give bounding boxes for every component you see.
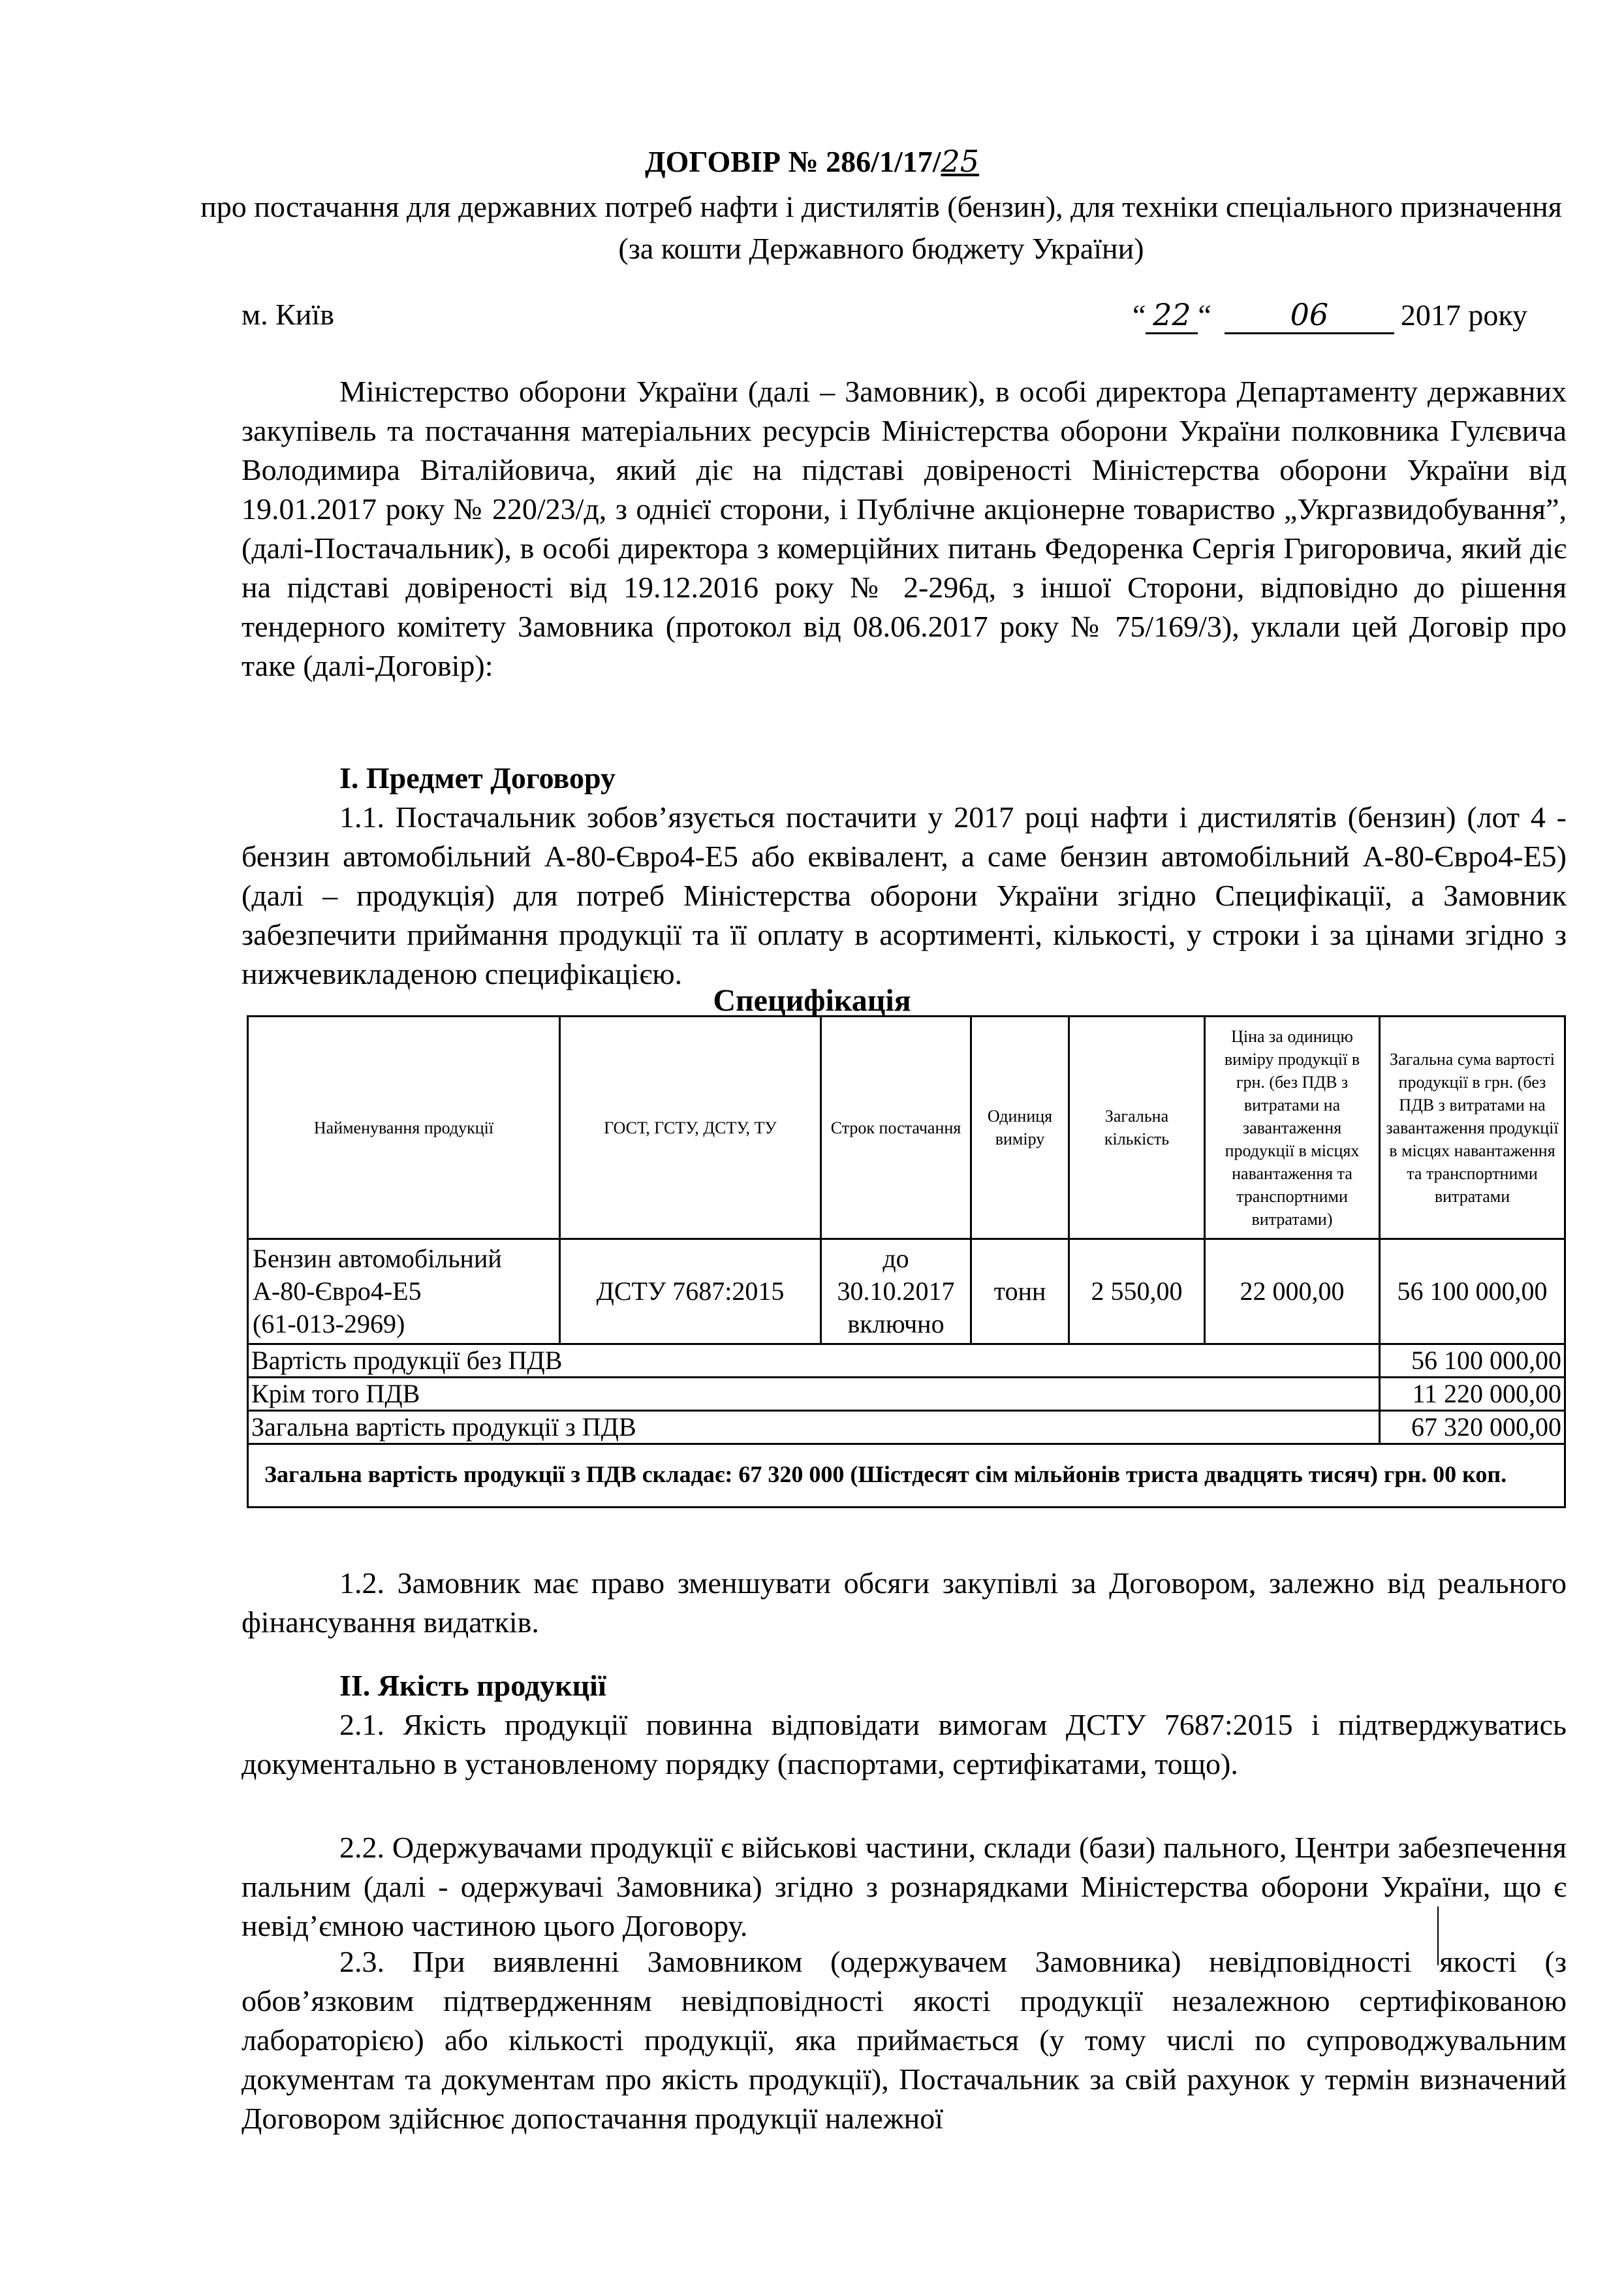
table-header-row xyxy=(248,1017,1565,1239)
cell-product-name xyxy=(248,1239,560,1344)
clause-1-2 xyxy=(242,1564,1567,1642)
product-code: (61-013-2969) xyxy=(253,1309,405,1338)
summary-value: 56 100 000,00 xyxy=(1380,1344,1565,1378)
contract-date xyxy=(1132,297,1527,334)
total-in-words-row xyxy=(248,1444,1565,1508)
quote-open: “ xyxy=(1132,298,1146,332)
summary-label: Вартість продукції без ПДВ xyxy=(248,1344,1380,1378)
handwritten-month: 06 xyxy=(1225,297,1394,334)
cell-standard: ДСТУ 7687:2015 xyxy=(560,1239,821,1344)
summary-label: Загальна вартість продукції з ПДВ xyxy=(248,1411,1380,1444)
clause-2-3-text: 2.3. При виявленні Замовником (одержувачем Замовника) невідповідності якості (з обов’язковим підтвердженням невідповідності якості продукції незалежною сертифікованою лабораторією) або кількості продукції, яка приймається (у тому числі по супроводжувальним документам та документам про якість продукції), Постачальник за свій рахунок у термін визначений Договором здійснює допостачання продукції належної xyxy=(242,1945,1567,2135)
clause-1-1 xyxy=(242,798,1567,994)
clause-1-2-text: 1.2. Замовник має право зменшувати обсяги закупівлі за Договором, залежно від реального фінансування видатків. xyxy=(242,1566,1567,1639)
summary-row-with-vat xyxy=(248,1411,1565,1444)
total-in-words: Загальна вартість продукції з ПДВ складає: 67 320 000 (Шістдесят сім мільйонів триста двадцять тисяч) грн. 00 коп. xyxy=(248,1444,1565,1508)
section-2-heading: ІІ. Якість продукції xyxy=(339,1669,606,1702)
handwritten-number-suffix: 25 xyxy=(941,144,980,179)
handwritten-day: 22 xyxy=(1146,297,1198,334)
col-header-unit-price: Ціна за одиницю виміру продукції в грн. (без ПДВ з витратами на завантаження продукції в місцях навантаження та транспортними витратами) xyxy=(1205,1017,1380,1239)
col-header-total: Загальна сума вартості продукції в грн. (без ПДВ з витратами на завантаження продукції в місцях навантаження та транспортними витратами xyxy=(1380,1017,1565,1239)
term-line: до xyxy=(882,1244,909,1273)
col-header-name: Найменування продукції xyxy=(248,1017,560,1239)
preamble-text: Міністерство оборони України (далі – Замовник), в особі директора Департаменту державних закупівель та постачання матеріальних ресурсів Міністерства оборони України полковника Гулєвича Володимира Віталійовича, який діє на підставі довіреності Міністерства оборони України від 19.01.2017 року № 220/23/д, з однієї сторони, і Публічне акціонерне товариство „Укргазвидобування”, (далі-Постачальник), в особі директора з комерційних питань Федоренка Сергія Григоровича, який діє на підставі довіреності від 19.12.2016 року № 2-296д, з іншої Сторони, відповідно до рішення тендерного комітету Замовника (протокол від 08.06.2017 року № 75/169/3), уклали цей Договір про таке (далі-Договір): xyxy=(242,375,1567,682)
summary-label: Крім того ПДВ xyxy=(248,1378,1380,1411)
summary-value: 11 220 000,00 xyxy=(1380,1378,1565,1411)
clause-1-1-text: 1.1. Постачальник зобов’язується постачити у 2017 році нафти і дистилятів (бензин) (лот 4 - бензин автомобільний А-80-Євро4-Е5 або еквівалент, а саме бензин автомобільний А-80-Євро4-Е5) (далі – продукція) для потреб Міністерства оборони України згідно Специфікації, а Замовник забезпечити приймання продукції та її оплату в асортименті, кількості, у строки і за цінами згідно з нижчевикладеною специфікацією. xyxy=(242,800,1567,990)
quote-close: “ xyxy=(1198,298,1211,332)
cell-unit: тонн xyxy=(971,1239,1069,1344)
cell-term xyxy=(821,1239,971,1344)
clause-2-1-text: 2.1. Якість продукції повинна відповідати вимогам ДСТУ 7687:2015 і підтверджуватись документально в установленому порядку (паспортами, сертифікатами, тощо). xyxy=(242,1708,1567,1780)
contract-number: ДОГОВІР № 286/1/17/ xyxy=(644,145,941,178)
clause-2-2-text: 2.2. Одержувачами продукції є військові частини, склади (бази) пального, Центри забезпечення пальним (далі - одержувачі Замовника) згідно з рознарядками Міністерства оборони України, що є невід’ємною частиною цього Договору. xyxy=(242,1831,1567,1942)
contract-place: м. Київ xyxy=(242,298,334,331)
clause-2-2 xyxy=(242,1828,1567,1946)
summary-value: 67 320 000,00 xyxy=(1380,1411,1565,1444)
date-year: 2017 року xyxy=(1400,298,1528,332)
specification-table xyxy=(247,1015,1566,1508)
col-header-quantity: Загальна кількість xyxy=(1069,1017,1205,1239)
term-line: включно xyxy=(847,1309,945,1338)
summary-row-without-vat xyxy=(248,1344,1565,1378)
section-1-heading: І. Предмет Договору xyxy=(339,761,616,795)
table-row xyxy=(248,1239,1565,1344)
cell-unit-price: 22 000,00 xyxy=(1205,1239,1380,1344)
contract-title xyxy=(0,144,1624,179)
col-header-term: Строк постачання xyxy=(821,1017,971,1239)
col-header-standard: ГОСТ, ГСТУ, ДСТУ, ТУ xyxy=(560,1017,821,1239)
cell-total: 56 100 000,00 xyxy=(1380,1239,1565,1344)
product-name-line: А-80-Євро4-Е5 xyxy=(253,1276,422,1306)
contract-subtitle: про постачання для державних потреб нафти і дистилятів (бензин), для техніки спеціального призначення (за кошти Державного бюджету України) xyxy=(200,190,1562,265)
col-header-unit: Одиниця виміру xyxy=(971,1017,1069,1239)
clause-2-3 xyxy=(242,1942,1567,2138)
preamble xyxy=(242,372,1567,686)
product-name-line: Бензин автомобільний xyxy=(253,1244,502,1273)
specification-title: Специфікація xyxy=(713,983,911,1018)
term-line: 30.10.2017 xyxy=(837,1276,955,1306)
summary-row-vat xyxy=(248,1378,1565,1411)
clause-2-1 xyxy=(242,1705,1567,1784)
cell-quantity: 2 550,00 xyxy=(1069,1239,1205,1344)
